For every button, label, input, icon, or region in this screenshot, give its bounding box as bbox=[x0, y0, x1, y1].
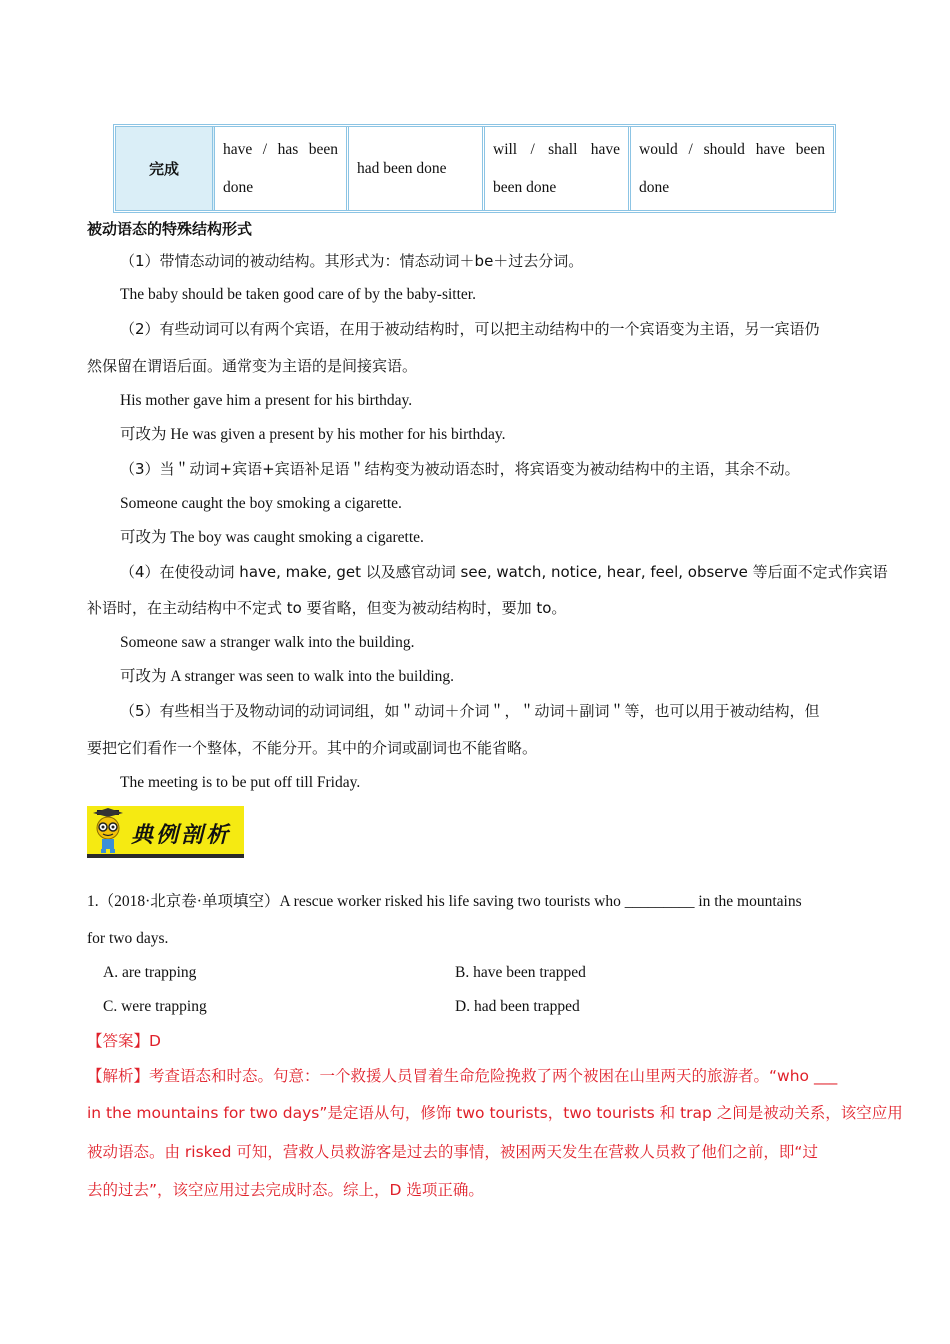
example-analysis-banner bbox=[87, 806, 244, 858]
example-sentence: 可改为 He was given a present by his mother for his birthday. bbox=[120, 426, 506, 443]
question-stem: 1.（2018·北京卷·单项填空）A rescue worker risked his life saving two tourists who _________ in the mountains bbox=[87, 893, 802, 910]
example-sentence: His mother gave him a present for his birthday. bbox=[120, 392, 413, 409]
answer-label: 【答案】D bbox=[87, 1032, 161, 1050]
table-cell: would / should have been done bbox=[639, 140, 825, 196]
analysis-line: in the mountains for two days”是定语从句，修饰 two tourists，two tourists 和 trap 之间是被动关系，该空应用 bbox=[87, 1104, 903, 1122]
analysis-line: 去的过去”，该空应用过去完成时态。综上，D 选项正确。 bbox=[87, 1181, 484, 1199]
option-d: D. had been trapped bbox=[455, 998, 580, 1015]
body-line: （4）在使役动词 have, make, get 以及感官动词 see, watch, notice, hear, feel, observe 等后面不定式作宾语 bbox=[120, 563, 888, 581]
example-sentence: 可改为 A stranger was seen to walk into the building. bbox=[120, 668, 455, 685]
banner-title: 典例剖析 bbox=[131, 823, 232, 848]
body-line: 然保留在谓语后面。通常变为主语的是间接宾语。 bbox=[87, 357, 418, 375]
tense-table bbox=[113, 124, 836, 213]
table-row-label: 完成 bbox=[116, 127, 215, 210]
body-line: （2）有些动词可以有两个宾语，在用于被动结构时，可以把主动结构中的一个宾语变为主语，另一宾语仍 bbox=[120, 320, 820, 338]
table-cell: had been done bbox=[349, 127, 485, 210]
example-sentence: 可改为 The boy was caught smoking a cigarette. bbox=[120, 529, 424, 546]
option-b: B. have been trapped bbox=[455, 964, 586, 981]
question-stem-cont: for two days. bbox=[87, 930, 169, 947]
analysis-line: 【解析】考查语态和时态。句意：一个救援人员冒着生命危险挽救了两个被困在山里两天的旅游者。“who ___ bbox=[87, 1067, 838, 1085]
cartoon-mascot-icon bbox=[89, 808, 129, 854]
option-a: A. are trapping bbox=[103, 964, 197, 981]
body-line: （1）带情态动词的被动结构。其形式为：情态动词＋be＋过去分词。 bbox=[120, 252, 584, 270]
body-line: （3）当＂动词+宾语+宾语补足语＂结构变为被动语态时，将宾语变为被动结构中的主语，其余不动。 bbox=[120, 460, 800, 478]
analysis-line: 被动语态。由 risked 可知，营救人员救游客是过去的事情，被困两天发生在营救人员救了他们之前，即“过 bbox=[87, 1143, 818, 1161]
banner-underline bbox=[87, 854, 244, 858]
section-title: 被动语态的特殊结构形式 bbox=[87, 220, 253, 238]
example-sentence: Someone saw a stranger walk into the building. bbox=[120, 634, 415, 651]
example-sentence: The meeting is to be put off till Friday. bbox=[120, 774, 361, 791]
body-line: 补语时，在主动结构中不定式 to 要省略，但变为被动结构时，要加 to。 bbox=[87, 599, 567, 617]
example-sentence: Someone caught the boy smoking a cigarette. bbox=[120, 495, 402, 512]
body-line: （5）有些相当于及物动词的动词词组，如＂动词＋介词＂，＂动词＋副词＂等，也可以用于被动结构，但 bbox=[120, 702, 820, 720]
table-cell: will / shall have been done bbox=[485, 127, 631, 210]
body-line: 要把它们看作一个整体，不能分开。其中的介词或副词也不能省略。 bbox=[87, 739, 538, 757]
example-sentence: The baby should be taken good care of by the baby-sitter. bbox=[120, 286, 476, 303]
table-cell: have / has been done bbox=[215, 127, 349, 210]
option-c: C. were trapping bbox=[103, 998, 207, 1015]
